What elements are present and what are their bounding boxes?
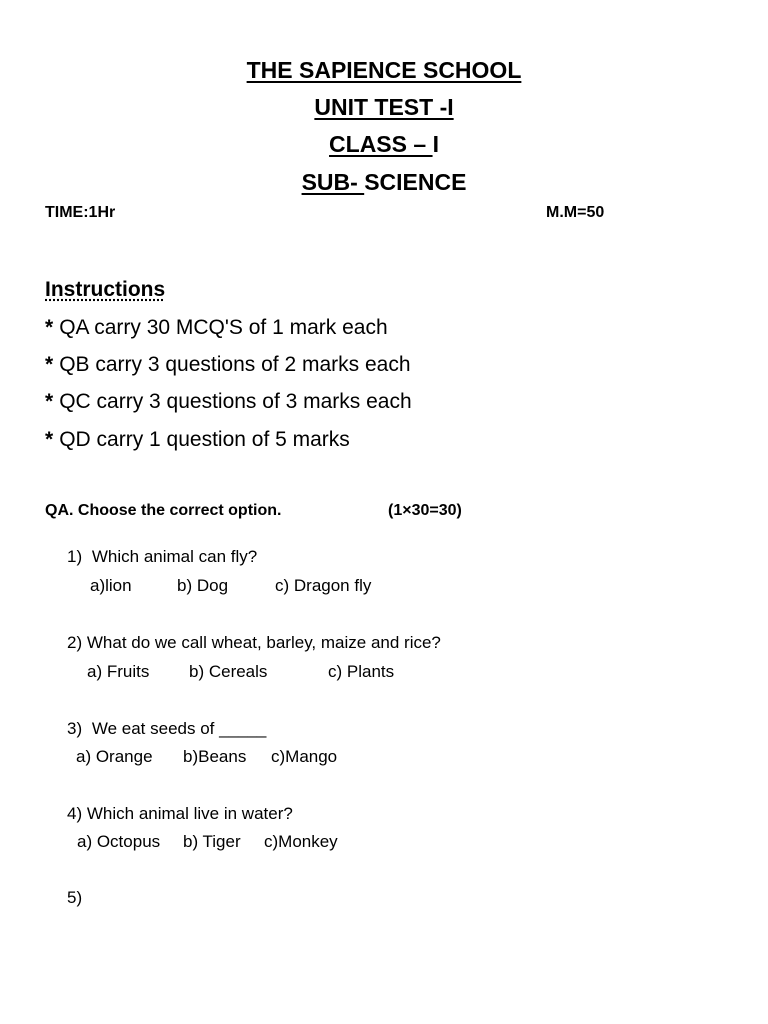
option-c: c) Plants xyxy=(328,662,395,681)
option-c: c)Monkey xyxy=(264,832,338,851)
section-qa-marks: (1×30=30) xyxy=(388,502,462,519)
question-number: 5) xyxy=(67,888,83,907)
subject-label: SUB- xyxy=(301,169,365,195)
school-name xyxy=(0,56,768,84)
subject-line xyxy=(0,168,768,196)
question-text: Which animal can fly? xyxy=(91,547,258,566)
option-c: c) Dragon fly xyxy=(275,576,372,595)
instruction-text: QA carry 30 MCQ'S of 1 mark each xyxy=(59,316,388,339)
question-text: What do we call wheat, barley, maize and rice? xyxy=(86,633,441,652)
option-b: b) Dog xyxy=(177,576,229,595)
question-3 xyxy=(67,718,266,740)
option-c: c)Mango xyxy=(271,747,338,766)
option-a: a)lion xyxy=(90,576,132,595)
instruction-text: QD carry 1 question of 5 marks xyxy=(59,428,350,451)
question-number: 2) xyxy=(67,633,83,652)
option-a: a) Fruits xyxy=(87,662,150,681)
question-4 xyxy=(67,803,293,825)
option-a: a) Orange xyxy=(76,747,153,766)
test-title xyxy=(0,93,768,121)
class-value: I xyxy=(432,131,439,157)
question-5 xyxy=(67,887,82,909)
time-allowed: TIME:1Hr xyxy=(45,204,116,221)
instruction-text: QC carry 3 questions of 3 marks each xyxy=(59,390,412,413)
option-b: b) Tiger xyxy=(183,832,241,851)
subject-value: SCIENCE xyxy=(364,169,467,195)
question-text: We eat seeds of _____ xyxy=(91,719,267,738)
instruction-text: QB carry 3 questions of 2 marks each xyxy=(59,353,411,376)
question-1 xyxy=(67,546,257,568)
instruction-item xyxy=(45,389,412,415)
class-line xyxy=(0,130,768,158)
bullet-star: * xyxy=(45,353,54,376)
question-number: 1) xyxy=(67,547,83,566)
bullet-star: * xyxy=(45,428,54,451)
question-text: Which animal live in water? xyxy=(86,804,293,823)
question-number: 3) xyxy=(67,719,83,738)
school-name-text: THE SAPIENCE SCHOOL xyxy=(246,57,522,83)
bullet-star: * xyxy=(45,390,54,413)
option-a: a) Octopus xyxy=(77,832,161,851)
instruction-item xyxy=(45,427,350,453)
option-b: b)Beans xyxy=(183,747,247,766)
bullet-star: * xyxy=(45,316,54,339)
instruction-item xyxy=(45,315,388,341)
question-2 xyxy=(67,632,441,654)
option-b: b) Cereals xyxy=(189,662,268,681)
instructions-heading: Instructions xyxy=(45,278,166,301)
maximum-marks: M.M=50 xyxy=(546,204,605,221)
class-label: CLASS – xyxy=(329,131,433,157)
instruction-item xyxy=(45,352,411,378)
section-qa-title: QA. Choose the correct option. xyxy=(45,502,282,519)
test-title-text: UNIT TEST -I xyxy=(314,94,454,120)
question-number: 4) xyxy=(67,804,83,823)
